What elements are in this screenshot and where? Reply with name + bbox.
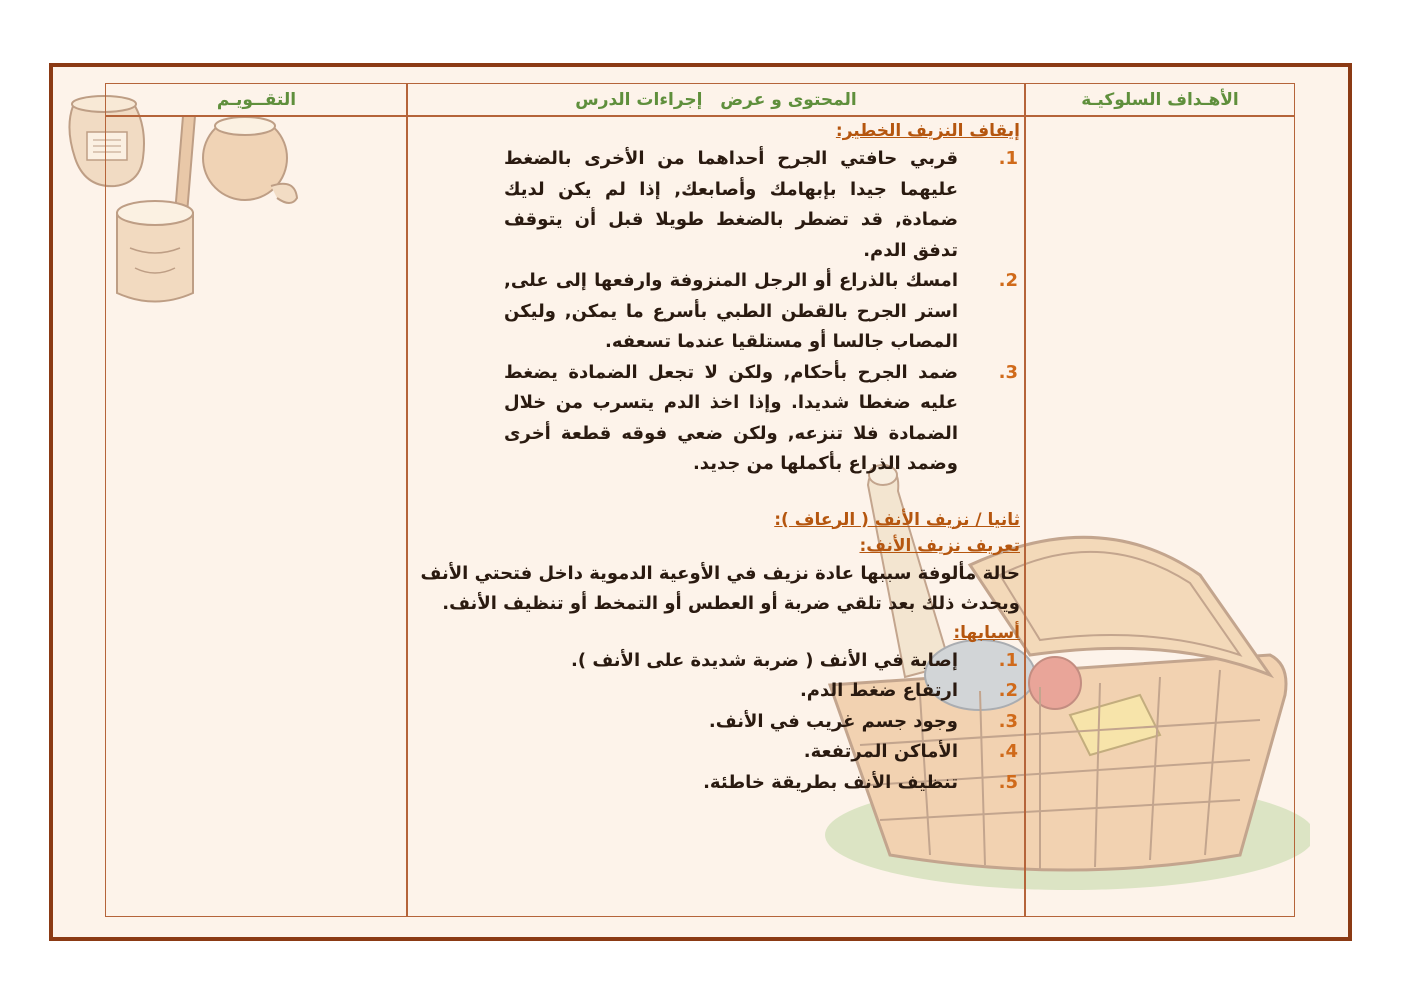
- list-item: [412, 358, 1020, 480]
- section-title: إيقاف النزيف الخطير:: [835, 121, 1020, 141]
- item-text: امسك بالذراع أو الرجل المنزوفة وارفعها إلى على, استر الجرح بالقطن الطبي بأسرع ما يمكن, وليكن المصاب جالسا أو مستلقيا عندما تسعفه.: [504, 270, 958, 352]
- header-objectives: الأهـداف السلوكيـة: [1081, 90, 1239, 110]
- item-text: ارتفاع ضغط الدم.: [799, 680, 958, 701]
- item-number: 5.: [998, 771, 1018, 793]
- header-divider: [105, 115, 1295, 117]
- item-text: تنظيف الأنف بطريقة خاطئة.: [703, 771, 958, 793]
- item-number: 2.: [998, 680, 1018, 701]
- header-content: المحتوى و عرض إجراءات الدرس: [575, 90, 857, 110]
- item-number: 2.: [998, 270, 1018, 291]
- list-item: [412, 768, 1020, 799]
- list-item: [412, 707, 1020, 738]
- item-text: الأماكن المرتفعة.: [803, 741, 958, 762]
- lesson-content: [412, 118, 1020, 798]
- header-evaluation: التقــويـم: [216, 90, 297, 110]
- list-item: [412, 676, 1020, 707]
- item-text: وجود جسم غريب في الأنف.: [708, 710, 958, 732]
- item-number: 3.: [998, 361, 1018, 383]
- list-item: [412, 266, 1020, 358]
- list-item: [412, 646, 1020, 677]
- definition-text: حالة مألوفة سببها عادة نزيف في الأوعية الدموية داخل فتحتي الأنف ويحدث ذلك بعد تلقي ضربة أو العطس أو التمخط أو تنظيف الأنف.: [420, 562, 1020, 614]
- list-item: [412, 737, 1020, 768]
- item-text: قربي حافتي الجرح أحداهما من الأخرى بالضغط عليهما جيدا بإبهامك وأصابعك, إذا لم يكن لديك ضمادة, قد تضطر بالضغط طويلا قبل أن يتوقف تدفق الدم.: [504, 148, 958, 261]
- table-divider: [1024, 83, 1026, 917]
- item-number: 4.: [998, 741, 1018, 762]
- item-text: إصابة في الأنف ( ضربة شديدة على الأنف ).: [571, 649, 958, 671]
- item-text: ضمد الجرح بأحكام, ولكن لا تجعل الضمادة يضغط عليه ضغطا شديدا. وإذا اخذ الدم يتسرب من خلال الضمادة فلا تنزعه, ولكن ضعي فوقه قطعة أخرى وضمد الذراع بأكملها من جديد.: [504, 361, 958, 474]
- section-title: ثانيا / نزيف الأنف ( الرعاف ):: [774, 509, 1020, 530]
- list-item: [412, 144, 1020, 266]
- item-number: 3.: [998, 710, 1018, 732]
- causes-title: أسبابها:: [953, 622, 1020, 643]
- table-divider: [406, 83, 408, 917]
- item-number: 1.: [998, 148, 1018, 169]
- definition-title: تعريف نزيف الأنف:: [859, 535, 1020, 556]
- item-number: 1.: [998, 649, 1018, 671]
